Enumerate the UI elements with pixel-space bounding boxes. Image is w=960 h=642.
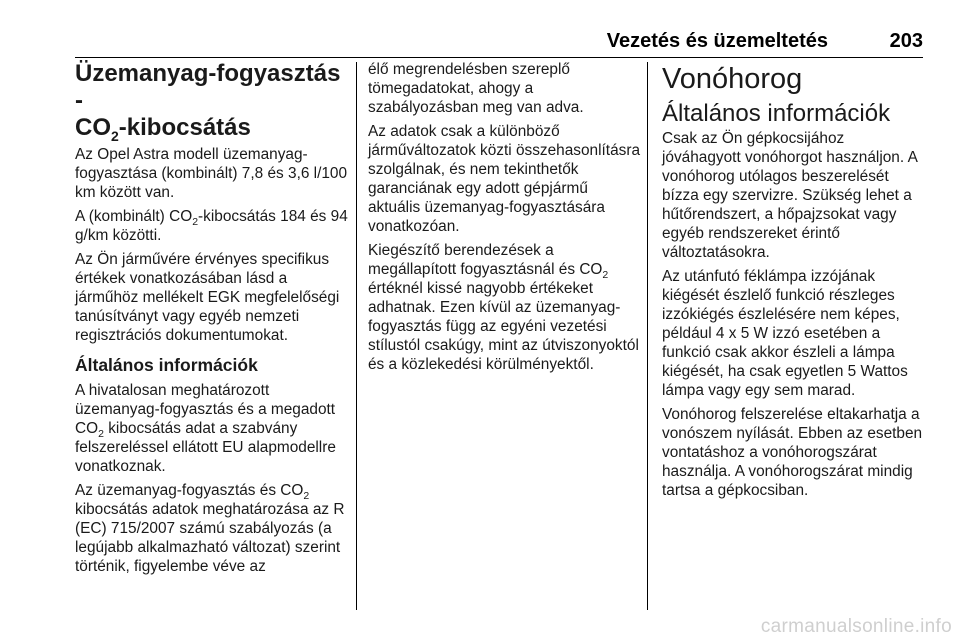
column-2 [368, 60, 643, 379]
paragraph: élő megrendelésben szereplő tömegadatokat, ahogy a szabályozásban meg van adva. [368, 61, 584, 116]
column-1 [75, 60, 350, 581]
page-number: 203 [889, 30, 923, 52]
page-header [75, 27, 923, 58]
paragraph: Az utánfutó féklámpa izzójának kiégését észlelő funkció részleges izzókiégés észlelésére nem képes, például 4 x 5 W izzó esetében a funkció csak akkor észleli a lámpa kiégését, ha csak egyetlen 5 Wattos lámpa vagy egy sem marad. [662, 268, 908, 399]
column-divider-2 [647, 62, 648, 610]
section-heading-fuel-consumption: Üzemanyag-fogyasztás - $CO_2$-kibocsátás [75, 60, 341, 144]
paragraph: A (kombinált) $CO_2$-kibocsátás 184 és 94 g/km közötti. [75, 208, 348, 244]
paragraph: Az üzemanyag-fogyasztás és $CO_2$ kibocsátás adatok meghatározása az R (EC) 715/2007 számú szabályozás (a legújabb alkalmazható változat) szerint történik, figyelembe véve az [75, 482, 345, 575]
paragraph: Kiegészítő berendezések a megállapított fogyasztásnál és $CO_2$ értéknél kissé nagyobb értékeket adhatnak. Ezen kívül az üzemanyag-fogyasztás függ az egyéni vezetési stílustól csakúgy, mint az útviszonyoktól és a közlekedési körülményektől. [368, 242, 639, 373]
paragraph: A hivatalosan meghatározott üzemanyag-fogyasztás és a megadott $CO_2$ kibocsátás adat a szabvány felszereléssel ellátott EU alapmodellre vonatkoznak. [75, 382, 336, 475]
paragraph: Vonóhorog felszerelése eltakarhatja a vonószem nyílását. Ebben az esetben vontatáshoz a vonóhorogszárat használja. A vonóhorogszárat mindig tartsa a gépkocsiban. [662, 406, 923, 499]
column-divider-1 [356, 62, 357, 610]
paragraph: Az adatok csak a különböző járműváltozatok közti összehasonlításra szolgálnak, és nem tekinthetők garanciának egy adott gépjármű aktuális üzemanyag-fogyasztására vonatkozóan. [368, 123, 641, 235]
subheading-general-info: Általános információk [75, 355, 258, 375]
column-3 [662, 60, 927, 505]
paragraph: Az Ön járművére érvényes specifikus értékek vonatkozásában lásd a járműhöz mellékelt EGK megfelelőségi tanúsítványt vagy egyéb nemzeti regisztrációs dokumentumokat. [75, 251, 340, 344]
subheading-general-info: Általános információk [662, 100, 891, 127]
watermark: carmanualsonline.info [760, 616, 952, 637]
paragraph: Csak az Ön gépkocsijához jóváhagyott vonóhorgot használjon. A vonóhorog utólagos beszerelését bízza egy szervizre. Szükség lehet a hűtőrendszert, a hőpajzsokat vagy egyéb rendszereket érintő változtatásokra. [662, 130, 917, 261]
header-title: Vezetés és üzemeltetés [606, 30, 828, 52]
section-heading-tow-hitch: Vonóhorog [662, 63, 803, 95]
paragraph: Az Opel Astra modell üzemanyag-fogyasztása (kombinált) 7,8 és 3,6 l/100 km között van. [75, 146, 348, 201]
